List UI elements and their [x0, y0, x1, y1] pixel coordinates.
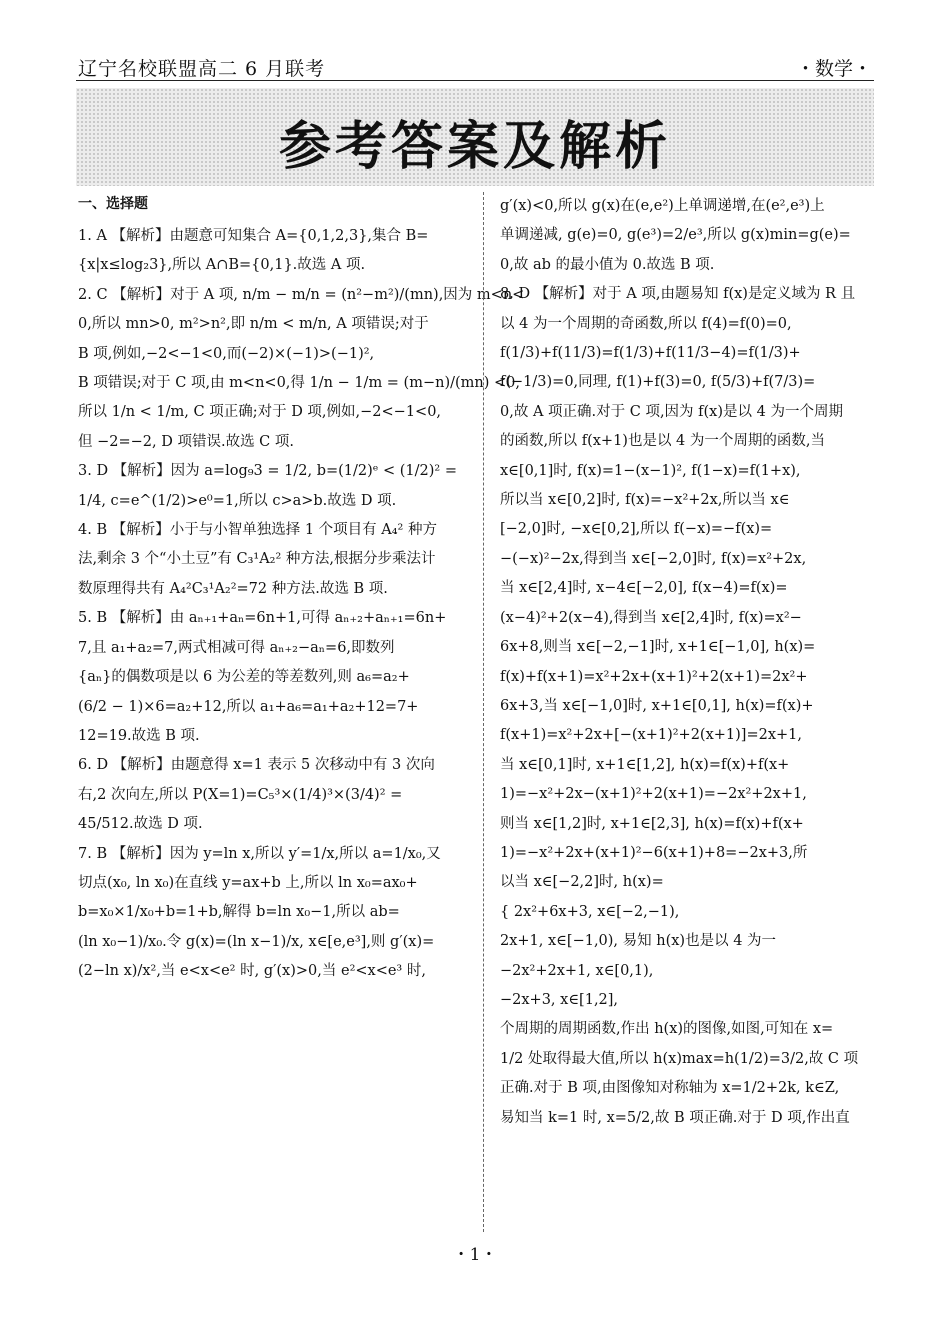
- text-line: 7. B 【解析】因为 y=ln x,所以 y′=1/x,所以 a=1/x₀,又: [78, 845, 441, 862]
- text-line: 7,且 a₁+a₂=7,两式相减可得 aₙ₊₂−aₙ=6,即数列: [78, 639, 395, 656]
- text-line: 0,故 ab 的最小值为 0.故选 B 项.: [500, 256, 715, 273]
- header-subject: ・数学・: [795, 58, 872, 80]
- text-line: [−2,0]时, −x∈[0,2],所以 f(−x)=−f(x)=: [500, 521, 773, 538]
- text-line: 右,2 次向左,所以 P(X=1)=C₅³×(1/4)³×(3/4)² =: [78, 786, 403, 803]
- text-line: 当 x∈[0,1]时, x+1∈[1,2], h(x)=f(x)+f(x+: [500, 756, 790, 773]
- text-line: 8. D 【解析】对于 A 项,由题易知 f(x)是定义域为 R 且: [500, 286, 856, 303]
- text-line: b=x₀×1/x₀+b=1+b,解得 b=ln x₀−1,所以 ab=: [78, 904, 400, 921]
- text-line: 易知当 k=1 时, x=5/2,故 B 项正确.对于 D 项,作出直: [500, 1109, 850, 1126]
- text-line: f(x)+f(x+1)=x²+2x+(x+1)²+2(x+1)=2x²+: [500, 668, 808, 685]
- right-column-text: [500, 192, 888, 1133]
- text-line: 以 4 为一个周期的奇函数,所以 f(4)=f(0)=0,: [500, 315, 792, 332]
- text-line: 正确.对于 B 项,由图像知对称轴为 x=1/2+2k, k∈Z,: [500, 1080, 840, 1097]
- text-line: 1)=−x²+2x+(x+1)²−6(x+1)+8=−2x+3,所: [500, 844, 808, 861]
- text-line: −(−x)²−2x,得到当 x∈[−2,0]时, f(x)=x²+2x,: [500, 550, 807, 567]
- text-line: 个周期的周期函数,作出 h(x)的图像,如图,可知在 x=: [500, 1021, 834, 1038]
- text-line: f(1/3)+f(11/3)=f(1/3)+f(11/3−4)=f(1/3)+: [500, 345, 801, 362]
- text-line: (x−4)²+2(x−4),得到当 x∈[2,4]时, f(x)=x²−: [500, 609, 802, 626]
- text-line: f(x+1)=x²+2x+[−(x+1)²+2(x+1)]=2x+1,: [500, 727, 802, 744]
- text-line: (6/2 − 1)×6=a₂+12,所以 a₁+a₆=a₁+a₂+12=7+: [78, 698, 419, 715]
- text-line: −2x+3, x∈[1,2],: [500, 991, 619, 1008]
- text-line: 以当 x∈[−2,2]时, h(x)=: [500, 874, 664, 891]
- text-line: 5. B 【解析】由 aₙ₊₁+aₙ=6n+1,可得 aₙ₊₂+aₙ₊₁=6n+: [78, 610, 447, 627]
- title-banner: [76, 88, 874, 186]
- right-column: [500, 192, 888, 1133]
- text-line: { 2x²+6x+3, x∈[−2,−1),: [500, 903, 680, 920]
- text-line: (ln x₀−1)/x₀.令 g(x)=(ln x−1)/x, x∈[e,e³],则 g′(x)=: [78, 933, 435, 950]
- text-line: f(−1/3)=0,同理, f(1)+f(3)=0, f(5/3)+f(7/3)=: [500, 374, 816, 391]
- text-line: 的函数,所以 f(x+1)也是以 4 为一个周期的函数,当: [500, 433, 826, 450]
- text-line: 2. C 【解析】对于 A 项, n/m − m/n = (n²−m²)/(mn),因为 m<n<: [78, 286, 525, 303]
- text-line: 单调递减, g(e)=0, g(e³)=2/e³,所以 g(x)min=g(e)=: [500, 227, 851, 244]
- text-line: −2x²+2x+1, x∈[0,1),: [500, 962, 654, 979]
- text-line: 法,剩余 3 个“小土豆”有 C₃¹A₂² 种方法,根据分步乘法计: [78, 551, 436, 568]
- text-line: 4. B 【解析】小于与小智单独选择 1 个项目有 A₄² 种方: [78, 522, 437, 539]
- text-line: 0,故 A 项正确.对于 C 项,因为 f(x)是以 4 为一个周期: [500, 403, 843, 420]
- text-line: 6x+3,当 x∈[−1,0]时, x+1∈[0,1], h(x)=f(x)+: [500, 697, 814, 714]
- section-title: 一、选择题: [78, 196, 148, 212]
- text-line: 所以当 x∈[0,2]时, f(x)=−x²+2x,所以当 x∈: [500, 492, 790, 509]
- text-line: 3. D 【解析】因为 a=log₉3 = 1/2, b=(1/2)ᵉ < (1/2)² =: [78, 463, 457, 480]
- text-line: 6. D 【解析】由题意得 x=1 表示 5 次移动中有 3 次向: [78, 757, 435, 774]
- text-line: 0,所以 mn>0, m²>n²,即 n/m < m/n, A 项错误;对于: [78, 316, 429, 333]
- header-rule: [76, 80, 874, 81]
- text-line: x∈[0,1]时, f(x)=1−(x−1)², f(1−x)=f(1+x),: [500, 462, 801, 479]
- text-line: 12=19.故选 B 项.: [78, 727, 200, 744]
- text-line: 1/2 处取得最大值,所以 h(x)max=h(1/2)=3/2,故 C 项: [500, 1050, 859, 1067]
- text-line: 1/4, c=e^(1/2)>e⁰=1,所以 c>a>b.故选 D 项.: [78, 492, 397, 509]
- text-line: 当 x∈[2,4]时, x−4∈[−2,0], f(x−4)=f(x)=: [500, 580, 788, 597]
- text-line: 2x+1, x∈[−1,0), 易知 h(x)也是以 4 为一: [500, 933, 777, 950]
- text-line: 1)=−x²+2x−(x+1)²+2(x+1)=−2x²+2x+1,: [500, 786, 807, 803]
- text-line: 所以 1/n < 1/m, C 项正确;对于 D 项,例如,−2<−1<0,: [78, 404, 442, 421]
- text-line: (2−ln x)/x²,当 e<x<e² 时, g′(x)>0,当 e²<x<e³ 时,: [78, 963, 426, 980]
- text-line: {aₙ}的偶数项是以 6 为公差的等差数列,则 a₆=a₂+: [78, 669, 410, 686]
- text-line: 但 −2=−2, D 项错误.故选 C 项.: [78, 433, 294, 450]
- left-column: [78, 192, 525, 987]
- text-line: B 项错误;对于 C 项,由 m<n<0,得 1/n − 1/m = (m−n)/(mn) <0,: [78, 375, 520, 392]
- page-number: ・1・: [452, 1245, 498, 1265]
- text-line: {x|x≤log₂3},所以 A∩B={0,1}.故选 A 项.: [78, 257, 366, 274]
- text-line: g′(x)<0,所以 g(x)在(e,e²)上单调递增,在(e²,e³)上: [500, 198, 825, 214]
- text-line: 1. A 【解析】由题意可知集合 A={0,1,2,3},集合 B=: [78, 228, 429, 244]
- left-column-text: [78, 222, 525, 987]
- text-line: 6x+8,则当 x∈[−2,−1]时, x+1∈[−1,0], h(x)=: [500, 639, 816, 656]
- text-line: B 项,例如,−2<−1<0,而(−2)×(−1)>(−1)²,: [78, 345, 375, 362]
- header-exam-title: 辽宁名校联盟高二 6 月联考: [78, 58, 326, 80]
- text-line: 数原理得共有 A₄²C₃¹A₂²=72 种方法.故选 B 项.: [78, 580, 388, 597]
- text-line: 切点(x₀, ln x₀)在直线 y=ax+b 上,所以 ln x₀=ax₀+: [78, 874, 418, 891]
- text-line: 则当 x∈[1,2]时, x+1∈[2,3], h(x)=f(x)+f(x+: [500, 815, 804, 832]
- page-title: 参考答案及解析: [278, 117, 671, 177]
- text-line: 45/512.故选 D 项.: [78, 816, 203, 833]
- column-divider: [483, 192, 484, 1232]
